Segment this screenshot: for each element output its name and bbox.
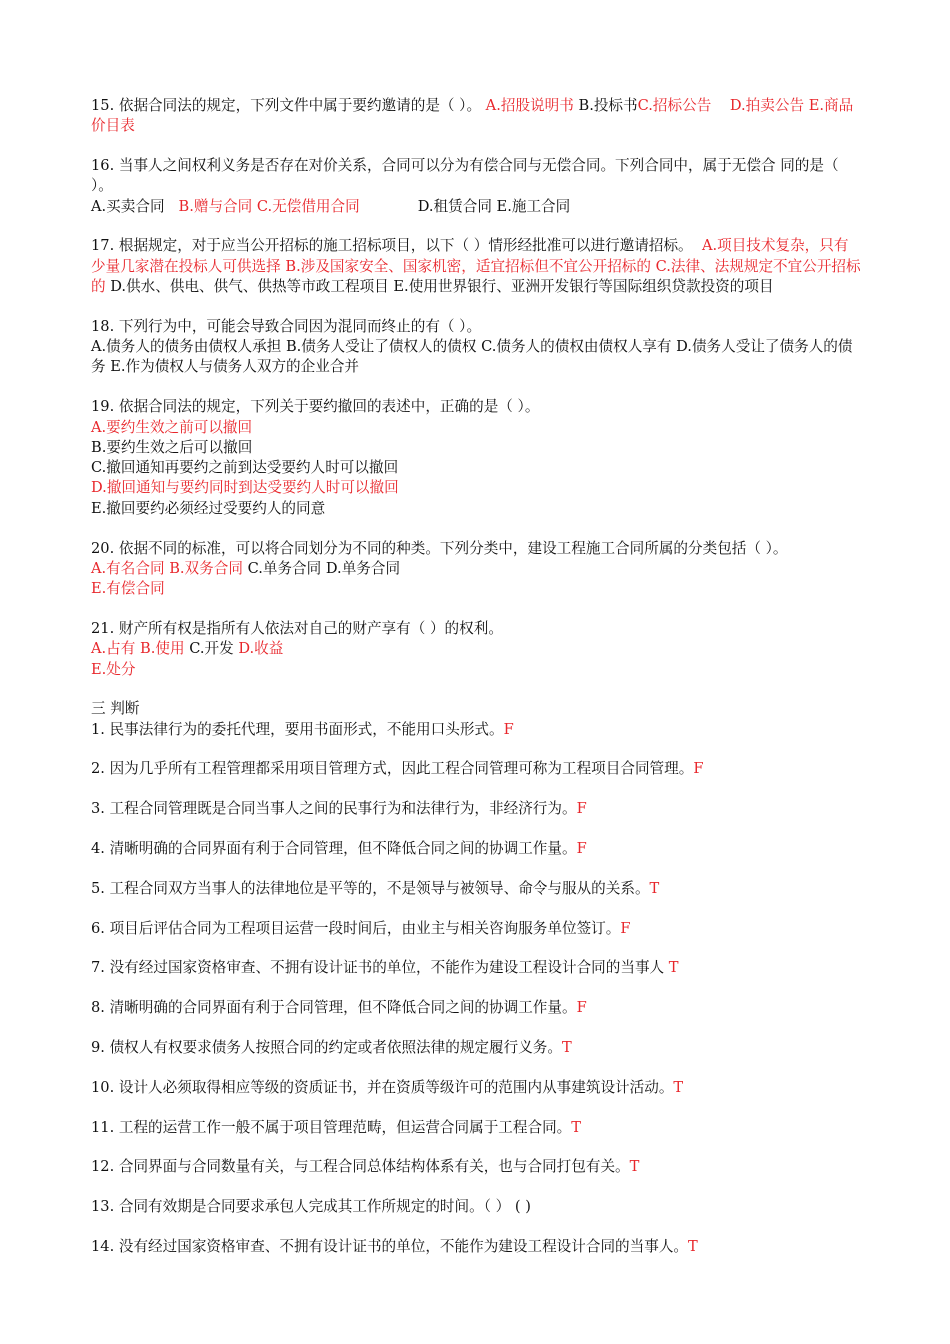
judgment-answer: T — [649, 879, 660, 897]
judgment-item — [91, 1197, 861, 1217]
judgment-item — [91, 1078, 861, 1098]
question-15-option-a: A.招股说明书 — [485, 97, 574, 114]
judgment-item — [91, 879, 861, 899]
judgment-item — [91, 759, 861, 779]
judgment-item — [91, 998, 861, 1018]
judgment-item — [91, 1118, 861, 1138]
question-16-option-de: D.租赁合同 E.施工合同 — [417, 197, 571, 215]
question-17-option-de: D.供水、供电、供气、供热等市政工程项目 E.使用世界银行、亚洲开发银行等国际组织贷款投资的项目 — [105, 278, 774, 296]
question-15-option-b: B.投标书 — [573, 97, 638, 114]
judgment-answer: T — [688, 1237, 698, 1255]
question-16-stem: 16. 当事人之间权利义务是否存在对价关系，合同可以分为有偿合同与无偿合同。下列合同中，属于无偿合 同的是（ ）。 — [91, 157, 839, 195]
judgment-text: 11. 工程的运营工作一般不属于项目管理范畴，但运营合同属于工程合同。 — [91, 1118, 572, 1136]
judgment-answer: F — [576, 840, 587, 858]
judgment-answer: F — [576, 800, 587, 818]
question-17-option-abc: A.项目技术复杂，只有少量几家潜在投标人可供选择 B.涉及国家安全、国家机密，适宜招标但不宜公开招标的 C.法律、法规规定不宜公开招标的 — [91, 237, 861, 296]
question-21-option-d: D.收益 — [238, 640, 284, 658]
judgment-text: 1. 民事法律行为的委托代理，要用书面形式，不能用口头形式。 — [91, 720, 504, 738]
judgment-text: 4. 清晰明确的合同界面有利于合同管理，但不降低合同之间的协调工作量。 — [91, 840, 577, 858]
judgment-answer: T — [668, 959, 679, 977]
judgment-item — [91, 958, 861, 978]
judgment-text: 13. 合同有效期是合同要求承包人完成其工作所规定的时间。（ ） ( ) — [91, 1198, 531, 1216]
judgment-item — [91, 919, 861, 939]
judgment-item — [91, 720, 861, 740]
judgment-item — [91, 1157, 861, 1177]
section-title: 三 判断 — [91, 700, 140, 718]
judgment-answer: T — [673, 1078, 684, 1096]
question-15-option-c: C.招标公告 — [637, 97, 712, 114]
judgment-answer: T — [571, 1118, 581, 1136]
question-17-stem: 17. 根据规定，对于应当公开招标的施工招标项目，以下（ ）情形经批准可以进行邀请招标。 — [91, 237, 698, 255]
question-21-stem: 21. 财产所有权是指所有人依法对自己的财产享有（ ）的权利。 — [91, 619, 503, 637]
judgment-answer: F — [503, 720, 514, 738]
question-21-option-e: E.处分 — [91, 660, 136, 678]
judgment-text: 14. 没有经过国家资格审查、不拥有设计证书的单位，不能作为建设工程设计合同的当事人。 — [91, 1237, 689, 1255]
question-15 — [91, 96, 861, 137]
question-21-option-ab: A.占有 B.使用 — [91, 640, 190, 658]
judgment-text: 5. 工程合同双方当事人的法律地位是平等的，不是领导与被领导、命令与服从的关系。 — [91, 879, 650, 897]
judgment-text: 10. 设计人必须取得相应等级的资质证书，并在资质等级许可的范围内从事建筑设计活动。 — [91, 1078, 674, 1096]
question-21-option-c: C.开发 — [189, 640, 239, 658]
judgment-answer: T — [629, 1158, 640, 1176]
question-19-option-d: D.撤回通知与要约同时到达受要约人时可以撤回 — [91, 479, 399, 497]
judgment-list — [91, 720, 861, 1258]
question-21-options — [91, 639, 861, 659]
judgment-answer: T — [561, 1039, 572, 1056]
question-16-option-bc: B.赠与合同 C.无偿借用合同 — [178, 197, 360, 215]
judgment-answer: F — [576, 999, 587, 1017]
judgment-item — [91, 1237, 861, 1257]
question-19-option-a: A.要约生效之前可以撤回 — [91, 418, 253, 436]
question-19-option-b: B.要约生效之后可以撤回 — [91, 438, 253, 456]
question-15-stem: 15. 依据合同法的规定，下列文件中属于要约邀请的是（ ）。 — [91, 97, 486, 114]
question-18-options: A.债务人的债务由债权人承担 B.债务人受让了债权人的债权 C.债务人的债权由债权人享有 D.债务人受让了债务人的债务 E.作为债权人与债务人双方的企业合并 — [91, 338, 853, 376]
question-20-option-e: E.有偿合同 — [91, 580, 165, 598]
judgment-text: 3. 工程合同管理既是合同当事人之间的民事行为和法律行为，非经济行为。 — [91, 800, 577, 818]
judgment-item — [91, 799, 861, 819]
question-19-option-c: C.撤回通知再要约之前到达受要约人时可以撤回 — [91, 459, 399, 477]
judgment-text: 9. 债权人有权要求债务人按照合同的约定或者依照法律的规定履行义务。 — [91, 1039, 562, 1056]
question-20-option-cd: C.单务合同 D.单务合同 — [247, 559, 401, 577]
question-19-option-e: E.撤回要约必须经过受要约人的同意 — [91, 499, 326, 517]
question-20-option-ab: A.有名合同 B.双务合同 — [91, 559, 248, 577]
question-15-option-de: D.拍卖公告 E.商品价目表 — [91, 97, 854, 135]
document-page — [91, 96, 861, 1257]
question-19-stem: 19. 依据合同法的规定，下列关于要约撤回的表述中，正确的是（ ）。 — [91, 398, 540, 416]
question-16-options — [91, 197, 861, 217]
judgment-text: 7. 没有经过国家资格审查、不拥有设计证书的单位，不能作为建设工程设计合同的当事人 — [91, 959, 669, 977]
judgment-answer: F — [620, 919, 631, 937]
judgment-text: 8. 清晰明确的合同界面有利于合同管理，但不降低合同之间的协调工作量。 — [91, 999, 577, 1017]
judgment-text: 2. 因为几乎所有工程管理都采用项目管理方式，因此工程合同管理可称为工程项目合同管理。 — [91, 760, 694, 778]
judgment-answer: F — [693, 760, 704, 778]
judgment-item — [91, 839, 861, 859]
question-20-stem: 20. 依据不同的标准，可以将合同划分为不同的种类。下列分类中，建设工程施工合同所属的分类包括（ ）。 — [91, 539, 788, 557]
question-16-option-a: A.买卖合同 — [91, 197, 170, 215]
question-20-options — [91, 559, 861, 579]
judgment-text: 12. 合同界面与合同数量有关，与工程合同总体结构体系有关，也与合同打包有关。 — [91, 1158, 630, 1176]
judgment-text: 6. 项目后评估合同为工程项目运营一段时间后，由业主与相关咨询服务单位签订。 — [91, 919, 621, 937]
judgment-item — [91, 1038, 861, 1058]
question-18-stem: 18. 下列行为中，可能会导致合同因为混同而终止的有（ ）。 — [91, 317, 482, 335]
question-17 — [91, 236, 861, 297]
